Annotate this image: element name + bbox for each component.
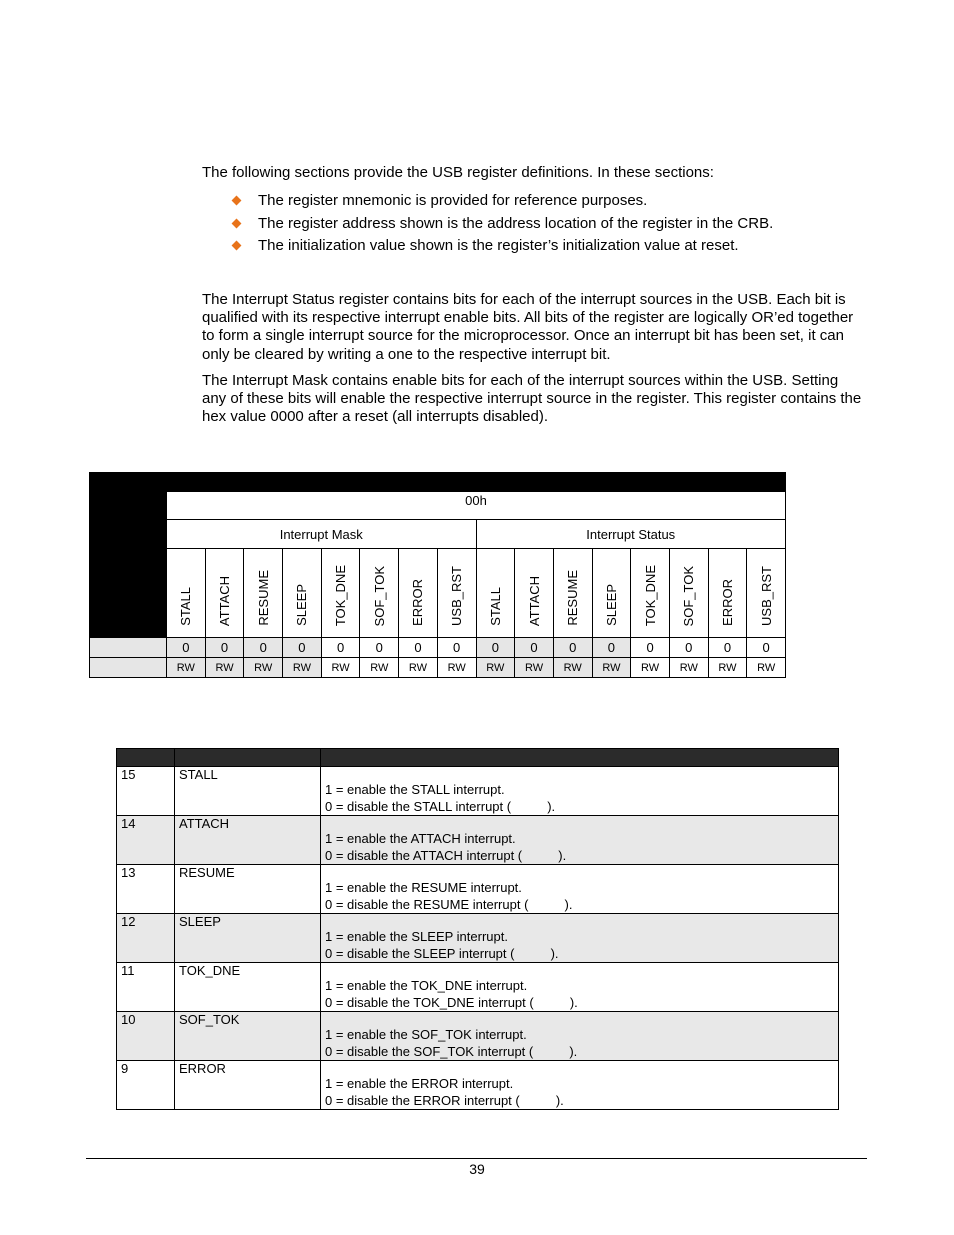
diamond-bullet-icon [232,241,242,251]
interrupt-status-group: Interrupt Status [476,520,786,549]
bit-disable-text: 0 = disable the SLEEP interrupt ( ). [325,945,559,961]
bit-disable-text: 0 = disable the ATTACH interrupt ( ). [325,847,567,863]
access-type: RW [553,658,592,678]
reset-value: 0 [708,638,747,658]
field-name: TOK_DNE [642,564,658,626]
interrupt-status-description: The Interrupt Status register contains bits for each of the interrupt sources in the USB. Each bit is qualified with its respective interrupt enable bits. All bits of the register are logically OR’ed together to form a single interrupt source for the microprocessor. Once an interrupt bit has been set, it can only be cleared by writing a one to the respective interrupt bit. [202,291,854,363]
field-name: STALL [487,587,503,626]
bit-number: 10 [117,1012,175,1061]
field-name: RESUME [565,570,581,626]
bit-enable-text: 1 = enable the TOK_DNE interrupt. [325,978,528,993]
table-row [117,1012,839,1061]
bit-table-header [117,749,839,767]
bit-name: STALL [175,767,321,816]
bit-name: RESUME [175,865,321,914]
bit-name: TOK_DNE [175,963,321,1012]
page-number: 39 [469,1161,485,1177]
reset-value-row [90,638,786,658]
reset-value: 0 [592,638,631,658]
table-row [117,963,839,1012]
bullet-text: The initialization value shown is the register’s initialization value at reset. [258,237,739,254]
field-name: ERROR [410,579,426,626]
reset-value: 0 [476,638,515,658]
diamond-bullet-icon [232,196,242,206]
access-type: RW [592,658,631,678]
reset-value: 0 [515,638,554,658]
access-type: RW [708,658,747,678]
bit-enable-text: 1 = enable the RESUME interrupt. [325,880,522,895]
field-name: ATTACH [217,575,233,626]
bit-disable-text: 0 = disable the SOF_TOK interrupt ( ). [325,1043,578,1059]
access-type: RW [205,658,244,678]
field-name: STALL [178,587,194,626]
field-name: ERROR [719,579,735,626]
field-name: USB_RST [449,566,465,626]
reset-value: 0 [747,638,786,658]
field-name: RESUME [255,570,271,626]
table-row [117,767,839,816]
register-map-table [89,472,786,678]
bit-number: 11 [117,963,175,1012]
field-names-row [90,549,786,638]
access-type: RW [476,658,515,678]
access-type: RW [283,658,322,678]
access-type: RW [515,658,554,678]
bit-name: ERROR [175,1061,321,1110]
bullet-list [232,192,852,260]
bullet-text: The register mnemonic is provided for reference purposes. [258,192,648,209]
field-name: ATTACH [526,575,542,626]
bit-disable-text: 0 = disable the RESUME interrupt ( ). [325,896,573,912]
bit-number: 9 [117,1061,175,1110]
access-type: RW [244,658,283,678]
access-type: RW [437,658,476,678]
bit-name: ATTACH [175,816,321,865]
bullet-item [232,237,852,260]
reset-value: 0 [205,638,244,658]
bullet-text: The register address shown is the address location of the register in the CRB. [258,214,774,232]
intro-text: The following sections provide the USB register definitions. In these sections: [202,164,714,181]
bit-description-table [116,748,839,1110]
bullet-item [232,192,852,215]
table-row [117,816,839,865]
reset-value: 0 [283,638,322,658]
field-name: SOF_TOK [371,565,387,626]
reset-value: 0 [244,638,283,658]
reset-value: 0 [167,638,206,658]
bit-number: 15 [117,767,175,816]
access-type: RW [747,658,786,678]
bit-name: SLEEP [175,914,321,963]
bit-disable-text: 0 = disable the STALL interrupt ( ). [325,798,556,814]
bit-number: 13 [117,865,175,914]
bullet-item [232,215,852,238]
table-row [117,1061,839,1110]
access-row [90,658,786,678]
access-type: RW [321,658,360,678]
bit-disable-text: 0 = disable the TOK_DNE interrupt ( ). [325,994,578,1010]
bit-enable-text: 1 = enable the SLEEP interrupt. [325,929,508,944]
bit-enable-text: 1 = enable the ATTACH interrupt. [325,831,516,846]
bit-number: 12 [117,914,175,963]
reset-value: 0 [669,638,708,658]
register-address: 00h [167,492,786,520]
access-type: RW [631,658,670,678]
reset-value: 0 [631,638,670,658]
reset-value: 0 [321,638,360,658]
access-type: RW [399,658,438,678]
access-type: RW [669,658,708,678]
bit-name: SOF_TOK [175,1012,321,1061]
footer-rule [86,1158,867,1159]
field-name: SLEEP [294,584,310,626]
field-name: SLEEP [603,584,619,626]
bit-enable-text: 1 = enable the ERROR interrupt. [325,1076,514,1091]
reset-value: 0 [399,638,438,658]
reset-value: 0 [360,638,399,658]
bit-enable-text: 1 = enable the SOF_TOK interrupt. [325,1027,527,1042]
interrupt-mask-group: Interrupt Mask [167,520,477,549]
register-header-row [90,473,786,492]
reset-value: 0 [553,638,592,658]
bit-enable-text: 1 = enable the STALL interrupt. [325,782,505,797]
reset-value: 0 [437,638,476,658]
table-row [117,914,839,963]
bit-number: 14 [117,816,175,865]
diamond-bullet-icon [232,218,242,228]
field-name: TOK_DNE [333,564,349,626]
access-type: RW [167,658,206,678]
field-name: USB_RST [758,566,774,626]
field-name: SOF_TOK [681,565,697,626]
bit-disable-text: 0 = disable the ERROR interrupt ( ). [325,1092,564,1108]
access-type: RW [360,658,399,678]
interrupt-mask-description: The Interrupt Mask contains enable bits for each of the interrupt sources within the USB. Setting any of these bits will enable the respective interrupt source in the register. This register contains the hex value 0000 after a reset (all interrupts disabled). [202,372,862,426]
table-row [117,865,839,914]
